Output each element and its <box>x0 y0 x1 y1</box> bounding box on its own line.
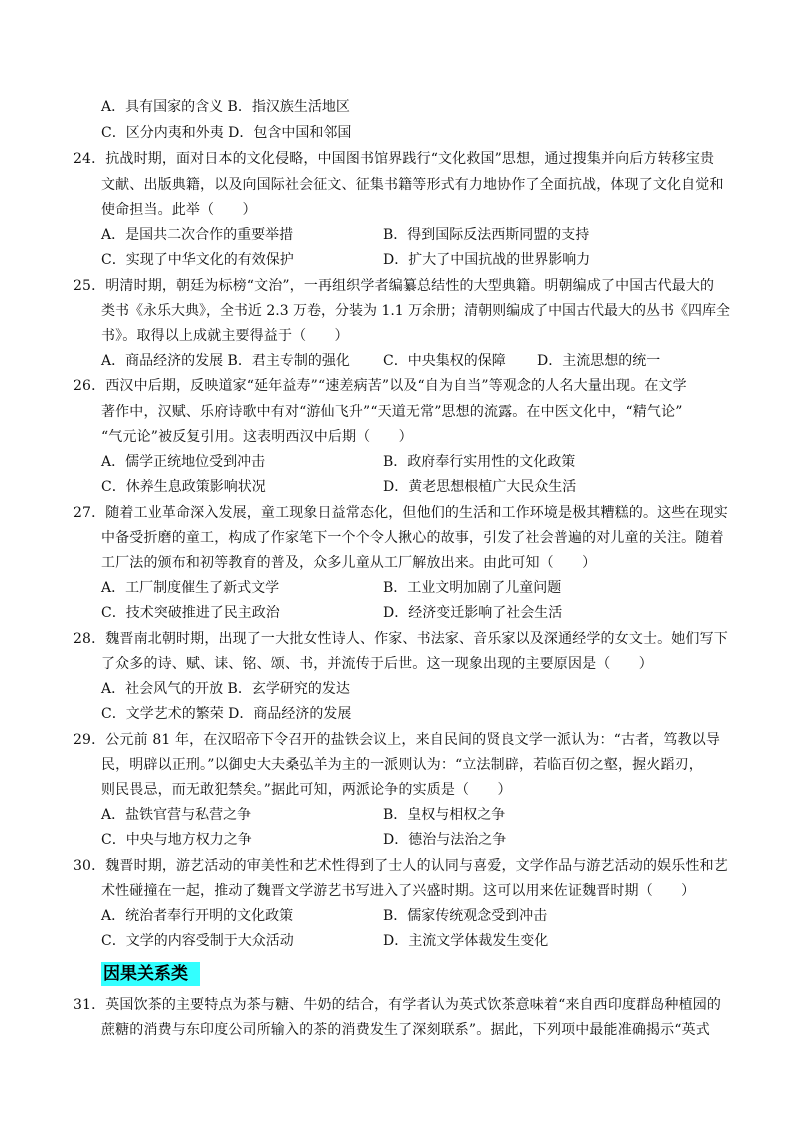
q29-stem-line-3: 则民畏忌，而无敢犯禁矣。”据此可知，两派论争的实质是（ ） <box>101 782 512 798</box>
q29-number: 29． <box>73 732 106 748</box>
q27-option-a: A．工厂制度催生了新式文学 <box>101 580 280 596</box>
q25-number: 25． <box>73 278 106 294</box>
q31-stem-line-2: 蔗糖的消费与东印度公司所输入的茶的消费发生了深刻联系”。据此，下列项中最能准确揭示“英式 <box>101 1022 710 1038</box>
q30-stem-line-2: 术性碰撞在一起，推动了魏晋文学游艺书写进入了兴盛时期。这可以用来佐证魏晋时期（ ） <box>101 883 696 899</box>
q27-number: 27． <box>73 505 106 521</box>
q23-option-cd: C．区分内夷和外夷 D．包含中国和邻国 <box>101 125 352 141</box>
q25-option-d: D．主流思想的统一 <box>537 353 661 369</box>
q27-stem-line-3: 工厂法的颁布和初等教育的普及，众多儿童从工厂解放出来。由此可知（ ） <box>101 555 597 571</box>
q29-stem-line-2: 民，明辟以正刑。”以御史大夫桑弘羊为主的一派则认为：“立法制辟，若临百仞之壑，握火蹈刃， <box>101 757 703 773</box>
q29-option-c: C．中央与地方权力之争 <box>101 832 252 848</box>
q27-option-d: D．经济变迁影响了社会生活 <box>383 605 563 621</box>
q24-option-c: C．实现了中华文化的有效保护 <box>101 252 294 268</box>
q30-stem-line-1: 30．魏晋时期，游艺活动的审美性和艺术性得到了士人的认同与喜爱，文学作品与游艺活动的娱乐性和艺 <box>73 858 728 874</box>
q26-stem-line-2: 著作中，汉赋、乐府诗歌中有对“游仙飞升”“天道无常”思想的流露。在中医文化中，“精气论” <box>101 404 683 420</box>
q24-stem-line-1: 24．抗战时期，面对日本的文化侵略，中国图书馆界践行“文化救国”思想，通过搜集并向后方转移宝贵 <box>73 151 715 167</box>
q30-option-b: B．儒家传统观念受到冲击 <box>383 908 548 924</box>
q24-option-d: D．扩大了中国抗战的世界影响力 <box>383 252 591 268</box>
q29-option-b: B．皇权与相权之争 <box>383 807 506 823</box>
q27-stem-line-1: 27．随着工业革命深入发展，童工现象日益常态化，但他们的生活和工作环境是极其糟糕的。这些在现实 <box>73 505 728 521</box>
q26-stem-line-3: “气元论”被反复引用。这表明西汉中后期（ ） <box>101 429 413 445</box>
q29-option-a: A．盐铁官营与私营之争 <box>101 807 252 823</box>
q26-option-c: C．休养生息政策影响状况 <box>101 479 266 495</box>
q30-option-d: D．主流文学体裁发生变化 <box>383 933 549 949</box>
q30-option-c: C．文学的内容受制于大众活动 <box>101 933 294 949</box>
q23-option-ab: A．具有国家的含义 B．指汉族生活地区 <box>101 99 350 115</box>
q25-stem-line-1: 25．明清时期，朝廷为标榜“文治”，一再组织学者编纂总结性的大型典籍。明朝编成了中国古代最大的 <box>73 278 715 294</box>
q25-option-c: C．中央集权的保障 <box>383 353 506 369</box>
q26-stem-line-1: 26．西汉中后期，反映道家“延年益寿”“速差病苦”以及“自为自当”等观念的人名大量出现。在文学 <box>73 378 687 394</box>
q28-stem-line-1: 28．魏晋南北朝时期，出现了一大批女性诗人、作家、书法家、音乐家以及深通经学的女文士。她们写下 <box>73 631 728 647</box>
q25-stem-line-3: 书》。取得以上成就主要得益于（ ） <box>101 328 349 344</box>
q29-stem-line-1: 29．公元前 81 年，在汉昭帝下令召开的盐铁会议上，来自民间的贤良文学一派认为：“古者，笃教以导 <box>73 732 721 748</box>
q26-option-b: B．政府奉行实用性的文化政策 <box>383 454 576 470</box>
q28-stem-line-2: 了众多的诗、赋、诔、铭、颂、书，并流传于后世。这一现象出现的主要原因是（ ） <box>101 656 653 672</box>
q28-option-cd: C．文学艺术的繁荣 D．商品经济的发展 <box>101 706 352 722</box>
q24-stem-line-3: 使命担当。此举（ ） <box>101 202 257 218</box>
q27-option-c: C．技术突破推进了民主政治 <box>101 605 280 621</box>
q29-option-d: D．德治与法治之争 <box>383 832 507 848</box>
q24-option-a: A．是国共二次合作的重要举措 <box>101 227 294 243</box>
q31-stem-line-1: 31．英国饮茶的主要特点为茶与糖、牛奶的结合，有学者认为英式饮茶意味着“来自西印度群岛种植园的 <box>73 997 722 1013</box>
q30-option-a: A．统治者奉行开明的文化政策 <box>101 908 294 924</box>
section-heading: 因果关系类 <box>101 962 200 986</box>
q28-option-ab: A．社会风气的开放 B．玄学研究的发达 <box>101 681 350 697</box>
q31-number: 31． <box>73 997 106 1013</box>
q25-stem-line-2: 类书《永乐大典》，全书近 2.3 万卷，分装为 1.1 万余册；清朝则编成了中国古代最大的丛书《四库全 <box>101 303 730 319</box>
q26-number: 26． <box>73 378 106 394</box>
q24-number: 24． <box>73 151 106 167</box>
q24-stem-line-2: 文献、出版典籍，以及向国际社会征文、征集书籍等形式有力地协作了全面抗战，体现了文化自觉和 <box>101 177 724 193</box>
q24-option-b: B．得到国际反法西斯同盟的支持 <box>383 227 590 243</box>
q26-option-d: D．黄老思想根植广大民众生活 <box>383 479 577 495</box>
q26-option-a: A．儒学正统地位受到冲击 <box>101 454 266 470</box>
q30-number: 30． <box>73 858 106 874</box>
q25-option-ab: A．商品经济的发展 B．君主专制的强化 <box>101 353 350 369</box>
q27-stem-line-2: 中备受折磨的童工，构成了作家笔下一个个令人揪心的故事，引发了社会普遍的对儿童的关注。随着 <box>101 530 724 546</box>
q27-option-b: B．工业文明加剧了儿童问题 <box>383 580 562 596</box>
q28-number: 28． <box>73 631 106 647</box>
